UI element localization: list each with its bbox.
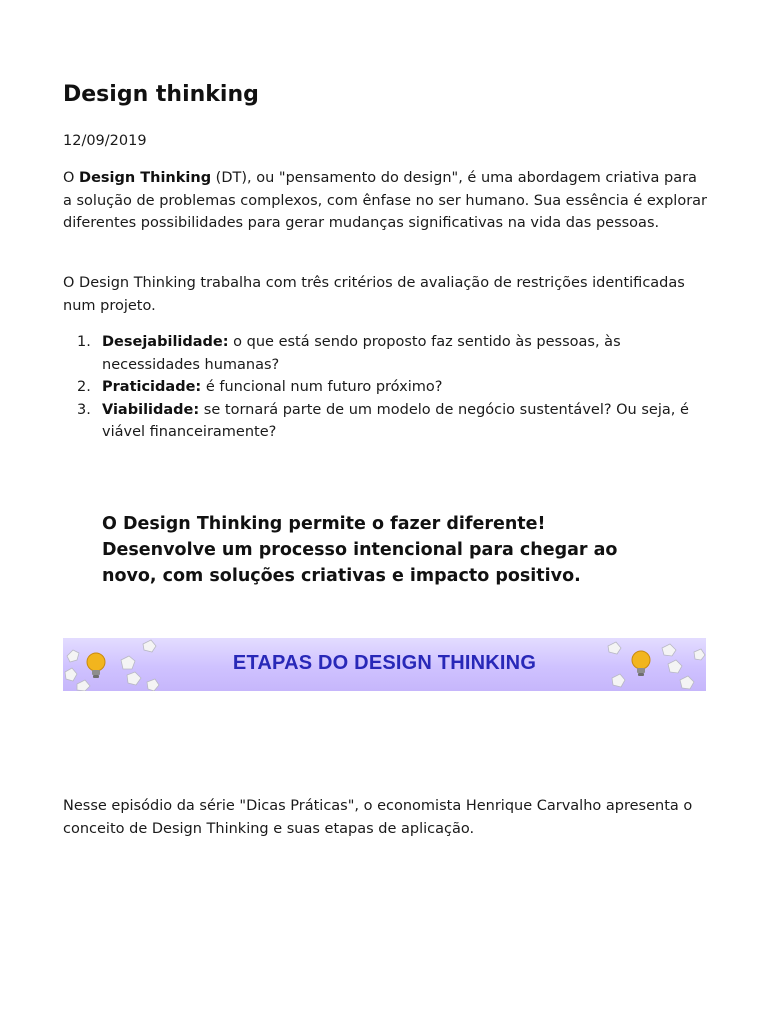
highlight-quote: O Design Thinking permite o fazer diferente! Desenvolve um processo intencional para chegar ao novo, com soluções criativas e impacto positivo.: [102, 514, 618, 586]
intro-bold-term: Design Thinking: [79, 170, 212, 186]
criteria-intro-paragraph: O Design Thinking trabalha com três critérios de avaliação de restrições identificadas num projeto.: [63, 275, 685, 314]
list-number: 1.: [77, 334, 91, 350]
post-date: 12/09/2019: [63, 133, 147, 149]
criteria-term: Desejabilidade:: [102, 334, 229, 350]
lightbulb-icon: [632, 651, 650, 676]
intro-prefix: O: [63, 170, 80, 186]
criteria-term: Praticidade:: [102, 379, 202, 395]
intro-text: (DT), ou "pensamento do design", é uma abordagem criativa para a solução de problemas complexos, com ênfase no ser humano. Sua essência é explorar diferentes possibilidades para gerar mudanças significativas na vida das pessoas.: [63, 170, 708, 231]
etapas-banner: [63, 638, 706, 691]
intro-paragraph: [63, 167, 708, 235]
page-title: Design thinking: [63, 82, 259, 107]
list-number: 2.: [77, 379, 91, 395]
list-item: [63, 399, 708, 444]
crumpled-paper-icon: [606, 638, 706, 691]
banner-title: ETAPAS DO DESIGN THINKING: [232, 652, 537, 674]
criteria-term: Viabilidade:: [102, 401, 200, 418]
criteria-text: se tornará parte de um modelo de negócio sustentável? Ou seja, é viável financeiramente?: [102, 401, 689, 440]
list-item: [63, 376, 708, 399]
list-number: 3.: [77, 401, 91, 418]
criteria-text: o que está sendo proposto faz sentido às pessoas, às necessidades humanas?: [102, 334, 621, 373]
criteria-list: [63, 331, 708, 444]
list-item: [63, 331, 708, 376]
criteria-text: é funcional num futuro próximo?: [201, 379, 443, 395]
closing-paragraph: Nesse episódio da série "Dicas Práticas", o economista Henrique Carvalho apresenta o conceito de Design Thinking e suas etapas de aplicação.: [63, 798, 693, 837]
